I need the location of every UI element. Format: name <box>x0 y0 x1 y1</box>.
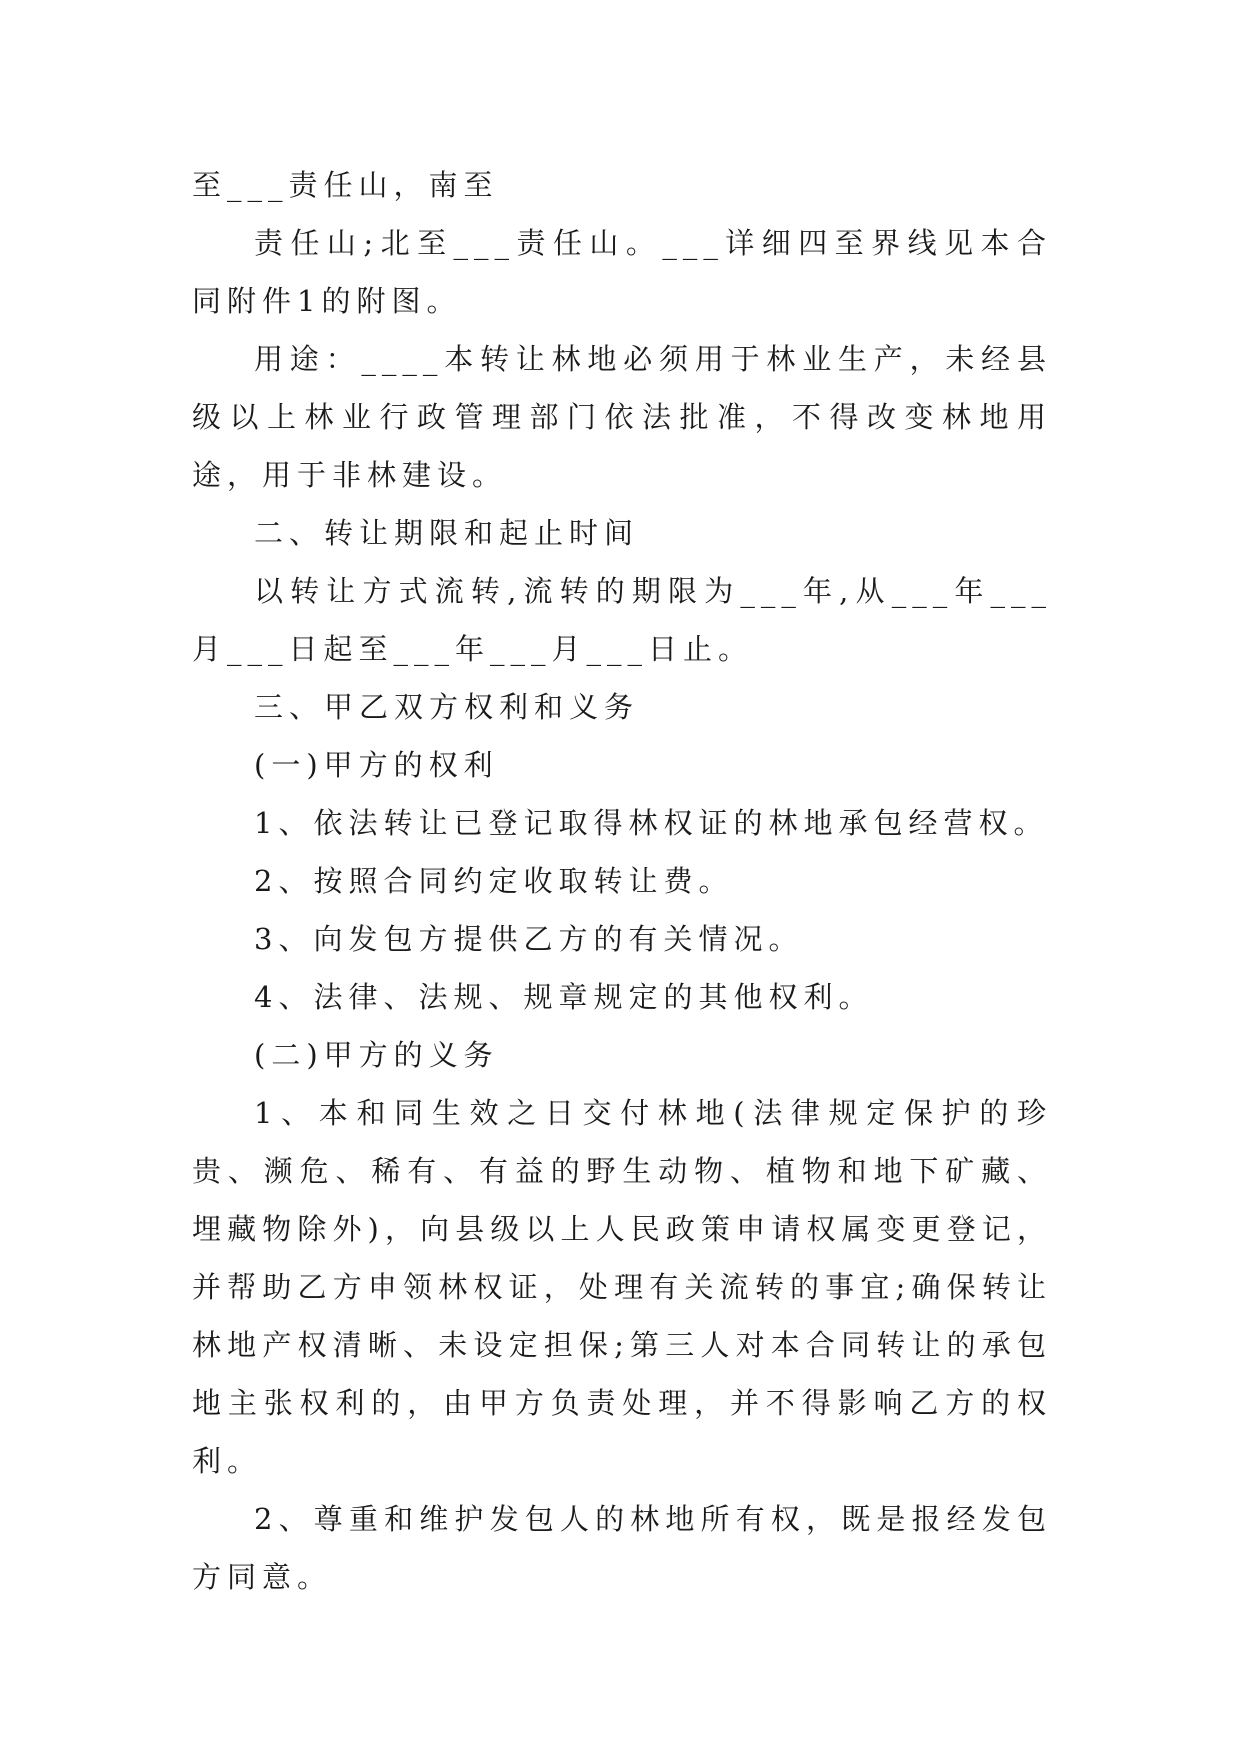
list-item-right-1: 1、依法转让已登记取得林权证的林地承包经营权。 <box>254 806 1049 840</box>
paragraph-boundary-north: 责任山;北至___责任山。___详细四至界线见本合同附件1的附图。 <box>192 226 1052 318</box>
heading-party-a-rights: (一)甲方的权利 <box>254 748 499 782</box>
list-item-obligation-1: 1、本和同生效之日交付林地(法律规定保护的珍贵、濒危、稀有、有益的野生动物、植物和地下矿藏、埋藏物除外)，向县级以上人民政策申请权属变更登记，并帮助乙方申领林权证，处理有关流转的事宜;确保转让林地产权清晰、未设定担保;第三人对本合同转让的承包地主张权利的，由甲方负责处理，并不得影响乙方的权利。 <box>192 1096 1052 1478</box>
heading-section-3: 三、甲乙双方权利和义务 <box>254 690 640 724</box>
heading-section-2: 二、转让期限和起止时间 <box>254 516 640 550</box>
paragraph-boundary-continued: 至___责任山，南至 <box>192 168 499 202</box>
document-page <box>192 156 1052 1606</box>
list-item-right-4: 4、法律、法规、规章规定的其他权利。 <box>254 980 874 1014</box>
list-item-obligation-2: 2、尊重和维护发包人的林地所有权，既是报经发包方同意。 <box>192 1502 1052 1594</box>
list-item-right-3: 3、向发包方提供乙方的有关情况。 <box>254 922 804 956</box>
paragraph-usage: 用途：____本转让林地必须用于林业生产，未经县级以上林业行政管理部门依法批准，不得改变林地用途，用于非林建设。 <box>192 342 1052 492</box>
list-item-right-2: 2、按照合同约定收取转让费。 <box>254 864 734 898</box>
heading-party-a-obligations: (二)甲方的义务 <box>254 1038 499 1072</box>
paragraph-term: 以转让方式流转,流转的期限为___年,从___年___月___日起至___年___月___日止。 <box>192 574 1052 666</box>
